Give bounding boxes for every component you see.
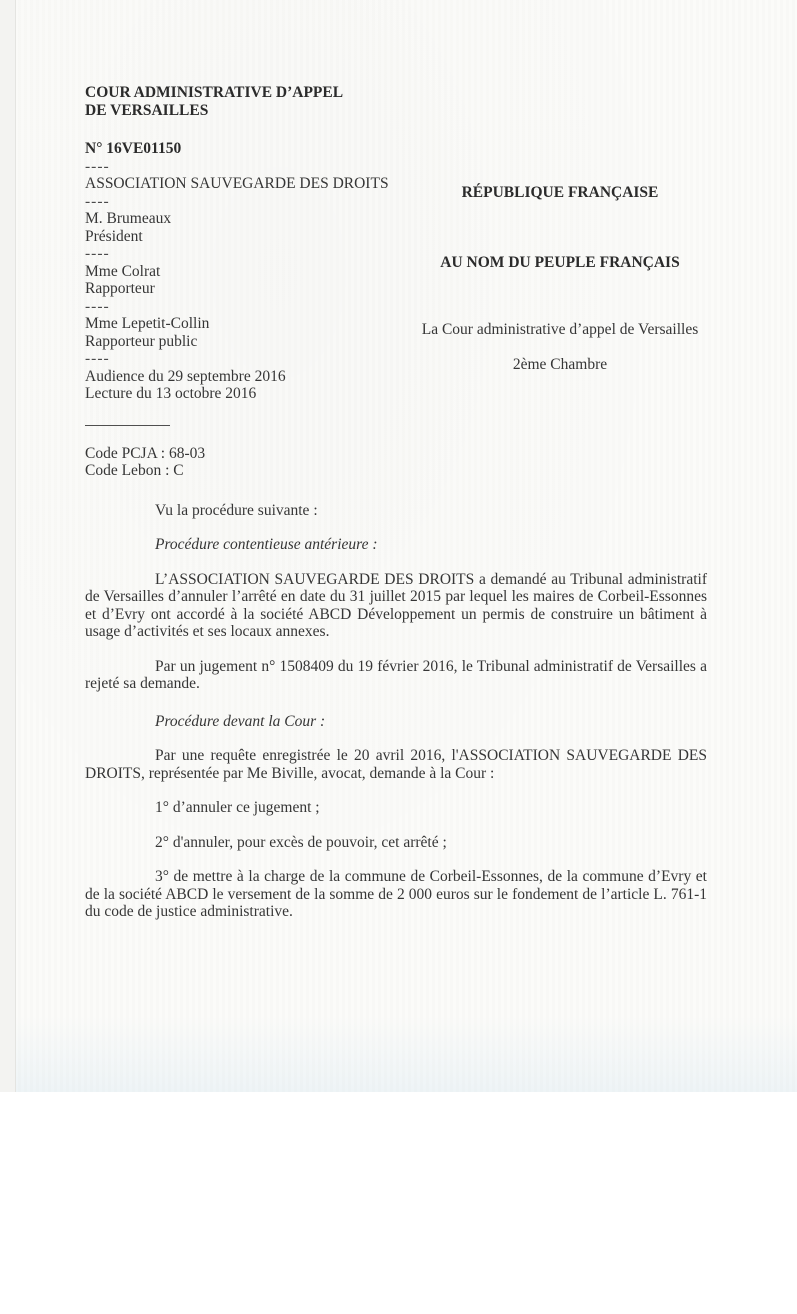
chamber-line: 2ème Chambre <box>512 356 608 373</box>
court-name-line2: DE VERSAILLES <box>85 101 209 119</box>
rapporteur-role: Rapporteur <box>85 280 155 297</box>
codes-block <box>85 445 707 480</box>
party-name: ASSOCIATION SAUVEGARDE DES DROITS <box>85 175 389 192</box>
demand-item-1: 1° d’annuler ce jugement ; <box>155 799 320 816</box>
case-number: N° 16VE01150 <box>85 140 182 157</box>
vu-procedure-line: Vu la procédure suivante : <box>155 501 318 519</box>
demand-item-2: 2° d'annuler, pour excès de pouvoir, cet arrêté ; <box>155 833 447 851</box>
case-header <box>85 84 707 480</box>
separator-dashes: ---- <box>85 350 110 367</box>
rapporteur-public-name: Mme Lepetit-Collin <box>85 315 210 332</box>
paragraph-demande-tribunal: L’ASSOCIATION SAUVEGARDE DES DROITS a demandé au Tribunal administratif de Versailles d’annuler l’arrêté en date du 31 juillet 2015 par lequel les maires de Corbeil-Essonnes et d’Evry ont accordé à la société ABCD Développement un permis de construire un bâtiment à usage d’activités et ses locaux annexes. <box>85 570 707 640</box>
audience-date: Audience du 29 septembre 2016 <box>85 367 286 385</box>
code-pcja: Code PCJA : 68-03 <box>85 444 206 462</box>
section-title-procedure-anterieure: Procédure contentieuse antérieure : <box>155 536 378 553</box>
section-title-procedure-cour: Procédure devant la Cour : <box>155 712 326 730</box>
paragraph-requete: Par une requête enregistrée le 20 avril 2016, l'ASSOCIATION SAUVEGARDE DES DROITS, représentée par Me Biville, avocat, demande à la Cour : <box>85 747 707 782</box>
demand-item-3: 3° de mettre à la charge de la commune de Corbeil-Essonnes, de la commune d’Evry et de la société ABCD le versement de la somme de 2 000 euros sur le fondement de l’article L. 761-1 du code de justice administrative. <box>85 868 707 920</box>
court-name-line1: COUR ADMINISTRATIVE D’APPEL <box>85 84 344 101</box>
republic-heading: RÉPUBLIQUE FRANÇAISE <box>461 184 659 201</box>
decision-body <box>85 502 707 921</box>
in-the-name-heading: AU NOM DU PEUPLE FRANÇAIS <box>440 254 680 271</box>
separator-dashes: ---- <box>85 297 110 315</box>
horizontal-rule <box>85 425 170 426</box>
rapporteur-public-role: Rapporteur public <box>85 332 198 350</box>
rapporteur-name: Mme Colrat <box>85 262 161 280</box>
president-role: Président <box>85 227 143 245</box>
separator-dashes: ---- <box>85 157 110 175</box>
lecture-date: Lecture du 13 octobre 2016 <box>85 385 257 402</box>
court-line: La Cour administrative d’appel de Versailles <box>421 321 699 338</box>
separator-dashes: ---- <box>85 245 110 262</box>
president-name: M. Brumeaux <box>85 210 172 227</box>
paragraph-jugement: Par un jugement n° 1508409 du 19 février 2016, le Tribunal administratif de Versailles a rejeté sa demande. <box>85 657 707 692</box>
code-lebon: Code Lebon : C <box>85 462 184 479</box>
separator-dashes: ---- <box>85 192 110 210</box>
